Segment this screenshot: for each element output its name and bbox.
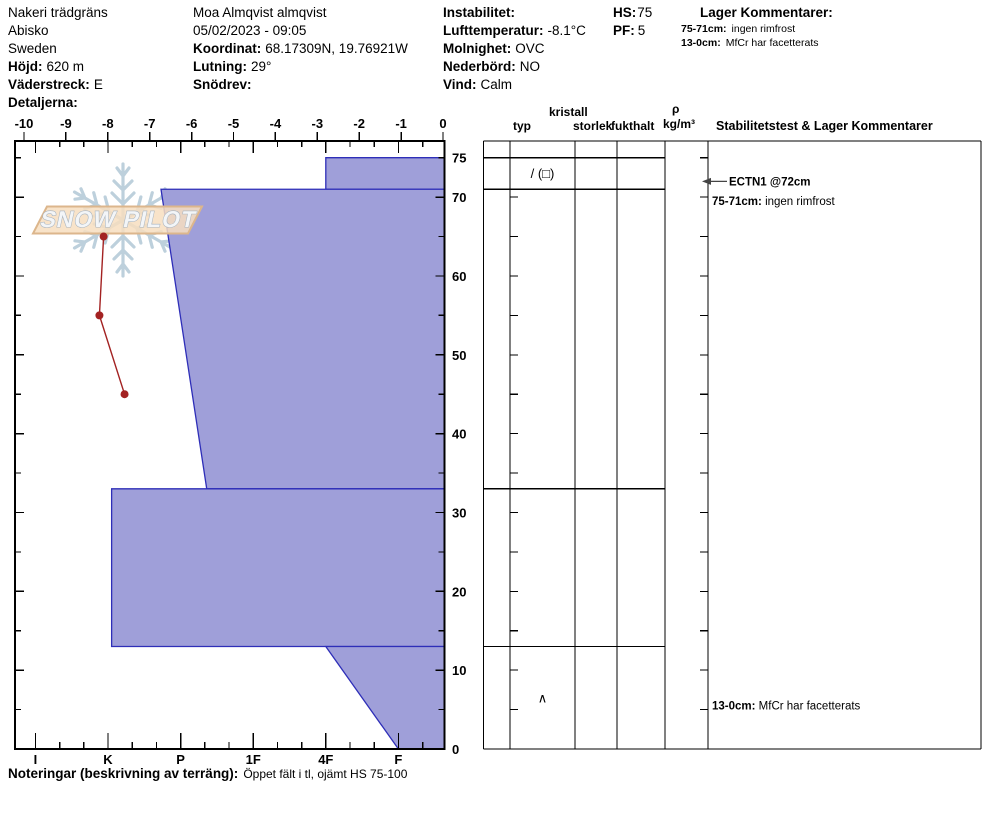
precip-value: NO — [519, 59, 541, 74]
aspect-value: E — [93, 77, 103, 92]
details-label: Detaljerna: — [8, 95, 78, 110]
terrain-note-text: Öppet fält i tl, ojämt HS 75-100 — [243, 767, 408, 781]
depth-axis-label: 0 — [452, 742, 460, 757]
depth-axis-label: 60 — [452, 268, 467, 284]
grain-type-symbol: ∧ — [537, 690, 548, 706]
site-area: Abisko — [8, 23, 49, 38]
hardness-axis-label: I — [33, 752, 38, 767]
column-header-kristall: kristall — [549, 105, 588, 119]
stability-test-label: ECTN1 @72cm — [729, 176, 811, 189]
site-name: Nakeri trädgräns — [8, 5, 108, 20]
layer-comment-range: 13-0cm: — [681, 37, 721, 49]
airtemp-label: Lufttemperatur: — [443, 23, 544, 38]
snow-layer-polygon — [112, 489, 445, 647]
sky-value: OVC — [515, 41, 545, 56]
temp-profile-point — [95, 311, 103, 319]
temp-axis-tick-label: -8 — [102, 116, 114, 131]
column-header-rho-unit: kg/m³ — [663, 117, 696, 131]
stability-test-arrowhead — [702, 178, 711, 185]
coord-value: 68.17309N, 19.76921W — [265, 41, 408, 56]
temp-axis-tick-label: -6 — [185, 116, 198, 131]
hardness-axis-label: 4F — [318, 752, 334, 767]
depth-axis-label: 30 — [452, 505, 467, 521]
temp-axis-tick-label: -1 — [395, 116, 407, 131]
airtemp-value: -8.1°C — [547, 23, 586, 38]
snow-layer-polygon — [326, 647, 445, 749]
snowpilot-logo-text: SNOW PILOT — [38, 206, 200, 232]
aspect-label: Väderstreck: — [8, 77, 90, 92]
wind-value: Calm — [480, 77, 513, 92]
layer-comment-text: 75-71cm: ingen rimfrost — [712, 196, 835, 209]
terrain-note — [8, 766, 407, 781]
snowpilot-logo-banner — [33, 206, 202, 233]
observer-name: Moa Almqvist almqvist — [193, 5, 327, 20]
snow-layer-polygon — [161, 189, 445, 489]
temp-axis-tick-label: -10 — [14, 116, 34, 131]
column-header-stability-comments: Stabilitetstest & Lager Kommentarer — [716, 119, 933, 133]
depth-axis-label: 70 — [452, 190, 467, 206]
temp-axis-tick-label: -2 — [353, 116, 365, 131]
elevation-value: 620 m — [46, 59, 85, 74]
coord-label: Koordinat: — [193, 41, 262, 56]
hs-value: 75 — [637, 5, 653, 20]
temp-axis-tick-label: -4 — [269, 116, 282, 131]
depth-axis-label: 40 — [452, 426, 467, 442]
hardness-axis-label: P — [176, 752, 185, 767]
layer-comments-title: Lager Kommentarer: — [700, 5, 833, 20]
layer-data-table-grid — [484, 141, 982, 749]
depth-axis-label: 75 — [452, 150, 467, 166]
drift-label: Snödrev: — [193, 77, 252, 92]
temp-profile-point — [100, 233, 108, 241]
column-header-fukthalt: fukthalt — [611, 119, 655, 133]
temp-axis-tick-label: 0 — [439, 116, 447, 131]
temp-profile-point — [121, 390, 129, 398]
column-header-rho: ρ — [672, 102, 680, 116]
depth-axis-label: 20 — [452, 584, 467, 600]
column-header-typ: typ — [513, 119, 531, 133]
layer-comment-range: 75-71cm: — [681, 23, 727, 35]
temp-axis-tick-label: -3 — [311, 116, 324, 131]
grain-type-symbol: / (□) — [530, 165, 555, 181]
hardness-axis-label: 1F — [245, 752, 261, 767]
column-header-storlek: storlek — [573, 119, 613, 133]
precip-label: Nederbörd: — [443, 59, 516, 74]
sky-label: Molnighet: — [443, 41, 512, 56]
pf-value: 5 — [637, 23, 646, 38]
snow-layer-polygon — [326, 158, 445, 190]
observation-datetime: 05/02/2023 - 09:05 — [193, 23, 307, 38]
instability-label: Instabilitet: — [443, 5, 516, 20]
temp-axis-tick-label: -5 — [227, 116, 240, 131]
hardness-axis-label: K — [103, 752, 113, 767]
layer-comment-text: MfCr har facetterats — [725, 37, 819, 49]
chart-annotations — [702, 176, 861, 712]
layer-comment-text: ingen rimfrost — [731, 23, 796, 35]
pf-label: PF: — [613, 23, 635, 38]
wind-label: Vind: — [443, 77, 477, 92]
hardness-axis-label: F — [394, 752, 403, 767]
terrain-note-label: Noteringar (beskrivning av terräng): — [8, 766, 239, 781]
elevation-label: Höjd: — [8, 59, 43, 74]
hs-label: HS: — [613, 5, 637, 20]
depth-axis-label: 10 — [452, 663, 467, 679]
temp-axis-tick-label: -9 — [60, 116, 72, 131]
depth-axis-label: 50 — [452, 347, 467, 363]
layer-comment-text: 13-0cm: MfCr har facetterats — [712, 700, 861, 713]
temp-axis-tick-label: -7 — [143, 116, 156, 131]
slope-label: Lutning: — [193, 59, 247, 74]
slope-value: 29° — [250, 59, 272, 74]
site-country: Sweden — [8, 41, 57, 56]
